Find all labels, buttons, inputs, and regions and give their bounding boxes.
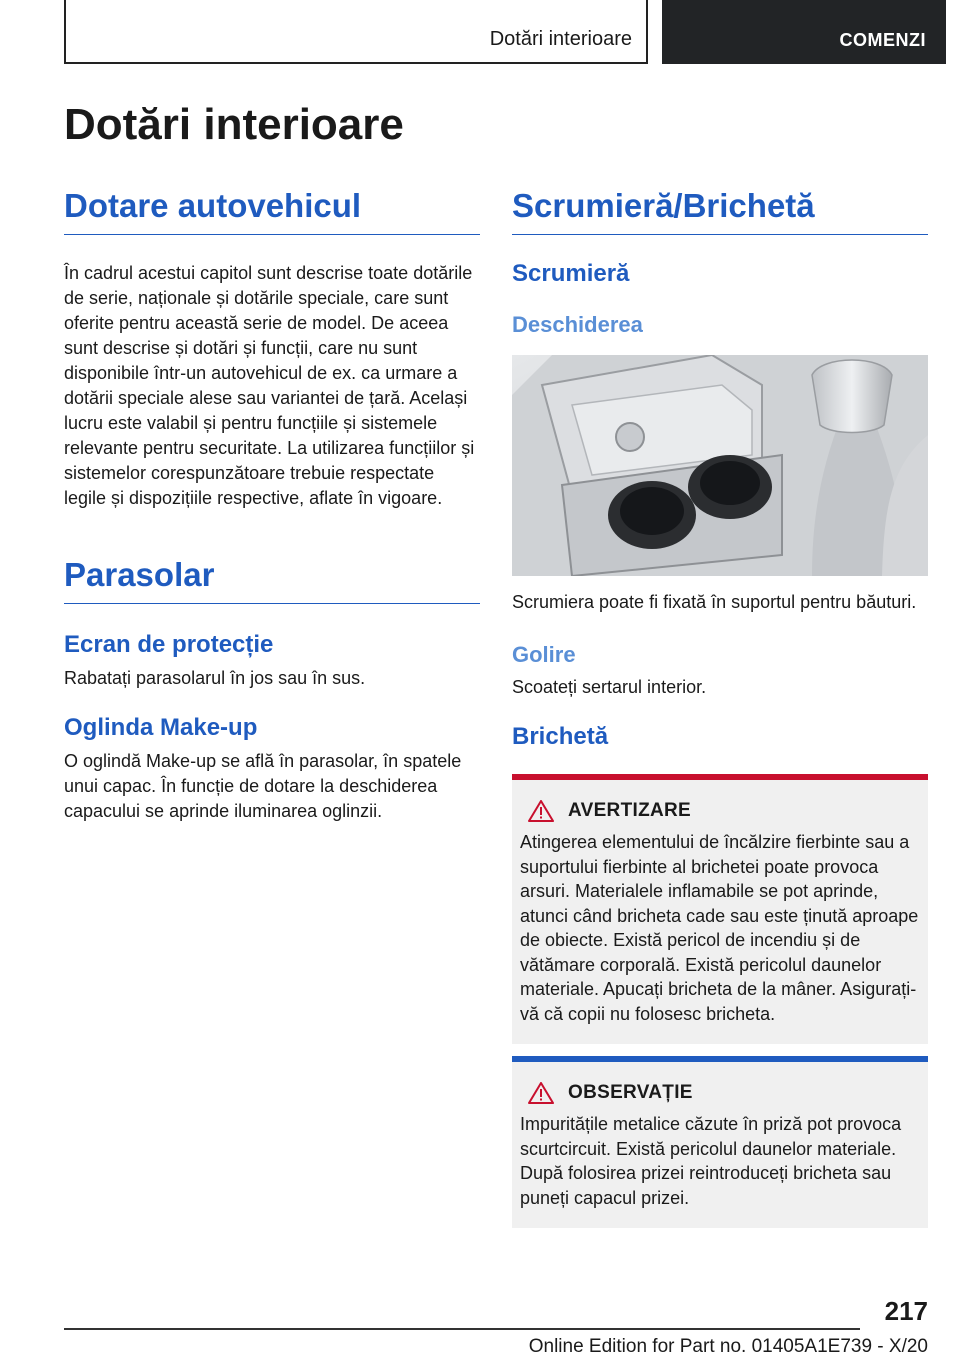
- heading-vanity-mirror: Oglinda Make-up: [64, 714, 258, 741]
- warning-title: AVERTIZARE: [568, 800, 691, 821]
- header-chapter-label: COMENZI: [839, 30, 926, 50]
- footer-divider: [64, 1328, 860, 1330]
- header-section-label: Dotări interioare: [489, 28, 632, 50]
- notice-icon: [528, 1082, 554, 1104]
- edition-label: Online Edition for Part no. 01405A1E739 - X/20: [528, 1336, 928, 1357]
- heading-lighter: Brichetă: [512, 723, 609, 750]
- warning-body: Atingerea elementului de încălzire fierbinte sau a suportului fierbinte al brichetei poate provoca arsuri. Materialele inflamabile se pot aprinde, atunci când bricheta cade sau este ținută aproape de obiecte. Există pericol de incendiu și de vătămare corporală. Există pericolul daunelor materiale. Apucați bricheta de la mâner. Asigurați-vă că copii nu folosesc bricheta.: [520, 832, 919, 1024]
- heading-sunvisor: Parasolar: [64, 555, 480, 604]
- ashtray-photo: [512, 355, 928, 576]
- heading-ashtray-lighter: Scrumieră/Brichetă: [512, 186, 928, 235]
- header-chapter-tab: [662, 0, 946, 64]
- glare-shield-body: Rabatați parasolarul în jos sau în sus.: [64, 668, 366, 688]
- opening-caption: Scrumiera poate fi fixată în suportul pentru băuturi.: [512, 592, 917, 612]
- notice-body: Impuritățile metalice căzute în priză pot provoca scurtcircuit. Există pericolul daunelor materiale. După folosirea prizei reintroduceți bricheta sau puneți capacul prizei.: [520, 1114, 902, 1208]
- heading-opening: Deschiderea: [512, 312, 643, 337]
- right-column: [512, 186, 928, 1228]
- warning-box: [512, 774, 928, 1044]
- page-number: 217: [884, 1296, 928, 1326]
- heading-glare-shield: Ecran de protecție: [64, 631, 274, 658]
- page-title: Dotări interioare: [64, 100, 404, 149]
- emptying-body: Scoateți sertarul interior.: [512, 677, 707, 697]
- notice-box: [512, 1056, 928, 1228]
- heading-ashtray: Scrumieră: [512, 260, 630, 287]
- vanity-mirror-body: O oglindă Make-up se află în parasolar, în spatele unui capac. În funcție de dotare la deschiderea capacului se aprinde iluminarea oglinzii.: [64, 751, 462, 821]
- heading-equipment: Dotare autovehicul: [64, 186, 480, 235]
- ashtray-illustration: [512, 355, 928, 576]
- warning-icon: [528, 800, 554, 822]
- notice-title: OBSERVAȚIE: [568, 1082, 693, 1103]
- header-section-tab: [64, 0, 648, 64]
- heading-emptying: Golire: [512, 642, 576, 667]
- equipment-body: În cadrul acestui capitol sunt descrise toate dotările de serie, naționale și dotările speciale, care sunt oferite pentru această serie de model. De aceea sunt descrise și dotări și funcții, care nu sunt disponibile într-un autovehicul de ex. ca urmare a dotării speciale alese sau variantei de țară. Același lucru este valabil și pentru funcțiile și sistemele relevante pentru securitate. La utilizarea funcțiilor și sistemelor corespunzătoare trebuie respectate legile și dispozițiile respective, aflate în vigoare.: [64, 263, 475, 508]
- left-column: [64, 186, 480, 824]
